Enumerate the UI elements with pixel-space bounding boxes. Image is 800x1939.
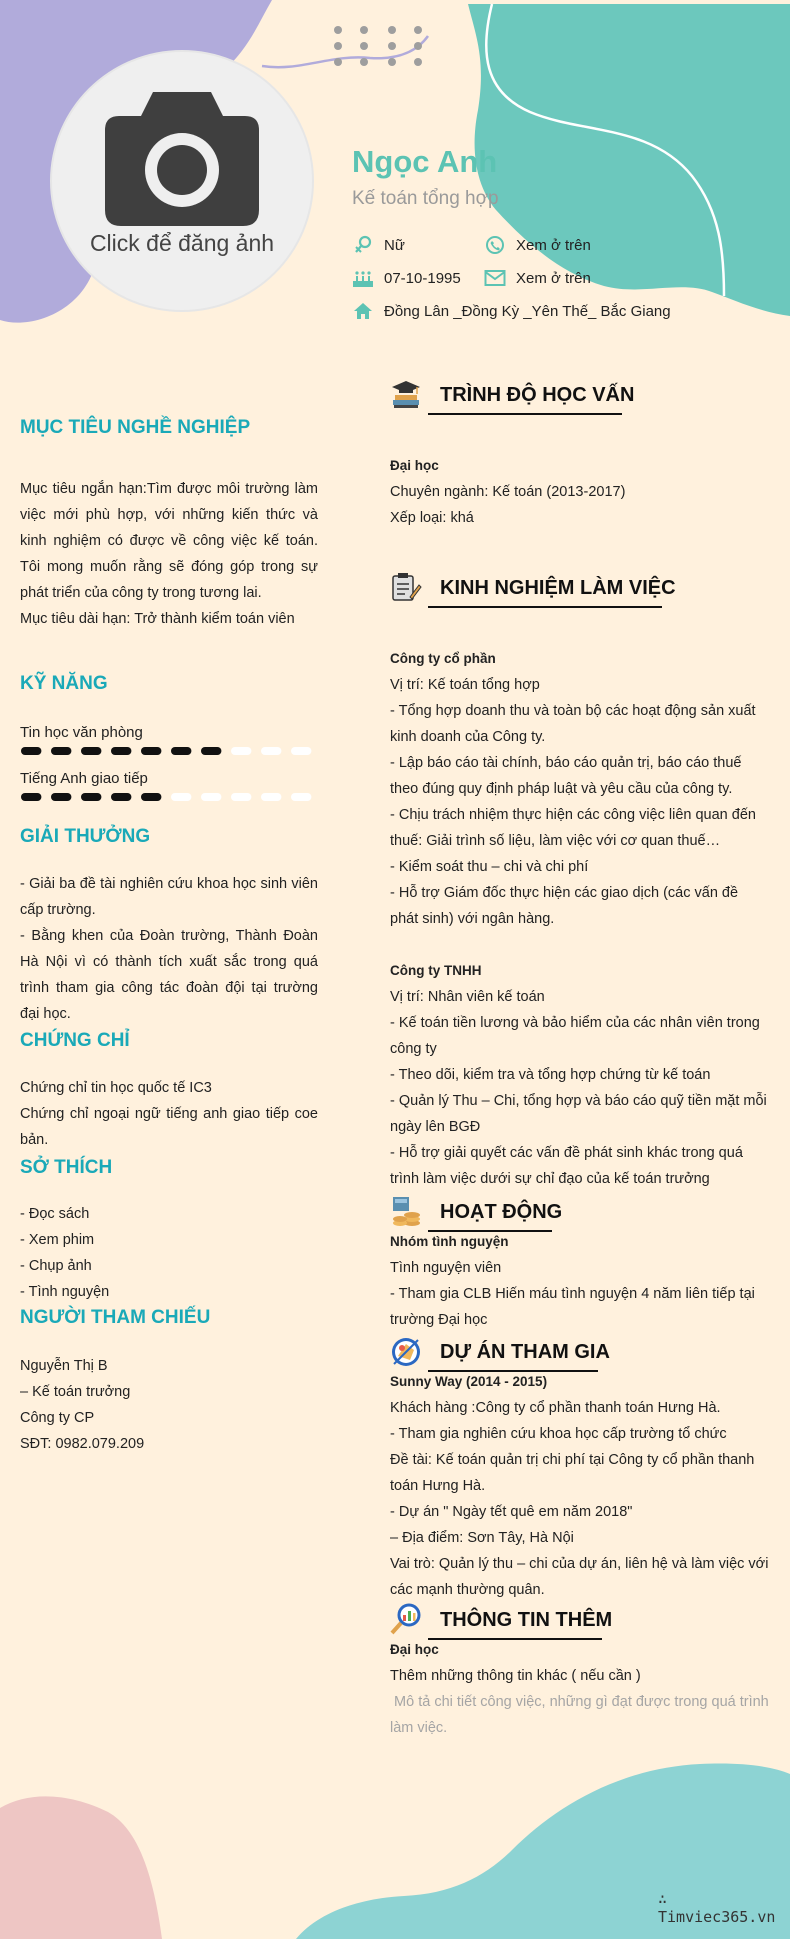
skill-segment-empty (201, 793, 221, 801)
reference-line: Nguyễn Thị B (20, 1358, 108, 1374)
award-item: - Giải ba đề tài nghiên cứu khoa học sinh viên cấp trường. (20, 876, 318, 918)
activity-line: Tình nguyện viên (390, 1260, 502, 1276)
skill-segment-empty (171, 793, 191, 801)
certificates-text (20, 1075, 318, 1153)
clipboard-icon (390, 571, 422, 603)
activities-heading: HOẠT ĐỘNG (440, 1201, 563, 1223)
hobby-item: - Đọc sách (20, 1206, 90, 1222)
hobby-item: - Chụp ảnh (20, 1258, 92, 1274)
projects-text (390, 1369, 770, 1603)
job-line: - Lập báo cáo tài chính, báo cáo quản trị, báo cáo thuế theo đúng quy định pháp luật và yêu cầu của công ty. (390, 755, 742, 797)
awards-heading: GIẢI THƯỞNG (20, 826, 151, 847)
company-name: Công ty TNHH (390, 963, 482, 978)
birthday-cake-icon (352, 268, 374, 288)
certificates-heading: CHỨNG CHỈ (20, 1030, 130, 1051)
activities-text (390, 1229, 770, 1333)
skill-bar (20, 792, 320, 802)
activity-line: - Tham gia CLB Hiến máu tình nguyện 4 năm liên tiếp tại trường Đại học (390, 1286, 755, 1328)
site-watermark: ∴ Timviec365.vn (658, 1890, 776, 1926)
reference-line: SĐT: 0982.079.209 (20, 1436, 145, 1452)
skill-segment-filled (21, 747, 41, 755)
job-line: - Theo dõi, kiểm tra và tổng hợp chứng từ kế toán (390, 1067, 711, 1083)
company-name: Công ty cổ phần (390, 651, 496, 666)
skill-segment-empty (291, 793, 311, 801)
skill-segment-filled (201, 747, 221, 755)
certificate-item: Chứng chỉ ngoại ngữ tiếng anh giao tiếp coe bản. (20, 1106, 318, 1148)
skill-segment-empty (231, 793, 251, 801)
skill-label: Tiếng Anh giao tiếp (20, 770, 148, 787)
experience-underline (428, 606, 662, 608)
certificate-item: Chứng chỉ tin học quốc tế IC3 (20, 1080, 212, 1096)
spacer (390, 932, 770, 958)
job-line: Vị trí: Kế toán tổng hợp (390, 677, 540, 693)
job-line: - Kiểm soát thu – chi và chi phí (390, 859, 589, 875)
project-line: Đề tài: Kế toán quản trị chi phí tại Công ty cổ phần thanh toán Hưng Hà. (390, 1452, 755, 1494)
extra-info-text (390, 1637, 773, 1741)
address-value: Đồng Lân _Đồng Kỳ _Yên Thế_ Bắc Giang (384, 302, 671, 320)
skill-segment-empty (291, 747, 311, 755)
skills-heading: KỸ NĂNG (20, 673, 108, 694)
experience-heading: KINH NGHIỆM LÀM VIỆC (440, 577, 676, 599)
school-name: Đại học (390, 458, 439, 473)
awards-text (20, 871, 318, 1027)
reference-line: – Kế toán trưởng (20, 1384, 131, 1400)
organization-name: Nhóm tình nguyện (390, 1234, 509, 1249)
phone-value: Xem ở trên (516, 236, 591, 254)
career-goal-text (20, 476, 318, 632)
birthday-value: 07-10-1995 (384, 269, 461, 287)
project-line: - Dự án " Ngày tết quê em năm 2018" (390, 1504, 633, 1520)
education-line: Xếp loại: khá (390, 510, 474, 526)
project-line: Khách hàng :Công ty cổ phần thanh toán Hưng Hà. (390, 1400, 721, 1416)
project-globe-icon (390, 1336, 422, 1368)
extra-info-line: Thêm những thông tin khác ( nếu cần ) (390, 1668, 641, 1684)
job-line: - Quản lý Thu – Chi, tổng hợp và báo cáo quỹ tiền mặt mỗi ngày lên BGĐ (390, 1093, 767, 1135)
gender-value: Nữ (384, 236, 405, 254)
phone-icon (484, 235, 506, 255)
career-goal-heading: MỤC TIÊU NGHỀ NGHIỆP (20, 417, 251, 438)
long-term-goal: Mục tiêu dài hạn: Trở thành kiểm toán viên (20, 611, 295, 627)
job-line: Vị trí: Nhân viên kế toán (390, 989, 545, 1005)
skill-segment-filled (111, 793, 131, 801)
job-title: Kế toán tổng hợp (352, 188, 499, 209)
skill-segment-empty (231, 747, 251, 755)
job-line: - Hỗ trợ Giám đốc thực hiện các giao dịch (các vấn đề phát sinh) với ngân hàng. (390, 885, 739, 927)
extra-info-heading: THÔNG TIN THÊM (440, 1609, 613, 1631)
skill-segment-filled (51, 793, 71, 801)
project-name: Sunny Way (2014 - 2015) (390, 1374, 548, 1389)
camera-icon (105, 90, 259, 226)
award-item: - Bằng khen của Đoàn trường, Thành Đoàn Hà Nội vì có thành tích xuất sắc trong quá trình tham gia công tác đoàn đội tại trường đại học. (20, 928, 318, 1022)
skill-segment-filled (141, 747, 161, 755)
education-heading: TRÌNH ĐỘ HỌC VẤN (440, 384, 635, 406)
photo-upload-label: Click để đăng ảnh (89, 230, 275, 256)
skill-segment-empty (261, 793, 281, 801)
gender-row (352, 235, 405, 255)
education-underline (428, 413, 622, 415)
reference-line: Công ty CP (20, 1410, 95, 1426)
extra-info-placeholder[interactable]: Mô tả chi tiết công việc, những gì đạt được trong quá trình làm việc. (390, 1694, 773, 1736)
skill-segment-empty (261, 747, 281, 755)
skill-segment-filled (81, 747, 101, 755)
skill-segment-filled (171, 747, 191, 755)
skill-segment-filled (141, 793, 161, 801)
project-line: - Tham gia nghiên cứu khoa học cấp trường tổ chức (390, 1426, 727, 1442)
photo-upload[interactable] (52, 52, 312, 310)
skill-segment-filled (111, 747, 131, 755)
candidate-name: Ngọc Anh (352, 144, 498, 179)
project-line: Vai trò: Quản lý thu – chi của dự án, liên hệ và làm việc với các mạnh thường quân. (390, 1556, 769, 1598)
job-line: - Chịu trách nhiệm thực hiện các công việc liên quan đến thuế: Giải trình số liệu, làm việc với cơ quan thuế… (390, 807, 756, 849)
envelope-icon (484, 268, 506, 288)
phone-row (484, 235, 591, 255)
birthday-row (352, 268, 461, 288)
job-line: - Kế toán tiền lương và bảo hiểm của các nhân viên trong công ty (390, 1015, 760, 1057)
skill-segment-filled (81, 793, 101, 801)
hobby-item: - Xem phim (20, 1232, 95, 1248)
hobbies-text (20, 1201, 318, 1305)
hobbies-heading: SỞ THÍCH (20, 1157, 113, 1178)
email-row (484, 268, 591, 288)
education-line: Chuyên ngành: Kế toán (2013-2017) (390, 484, 626, 500)
references-text (20, 1353, 318, 1457)
project-line: – Địa điểm: Sơn Tây, Hà Nội (390, 1530, 574, 1546)
job-line: - Tổng hợp doanh thu và toàn bộ các hoạt động sản xuất kinh doanh của Công ty. (390, 703, 756, 745)
experience-text (390, 646, 770, 1192)
extra-info-title: Đại học (390, 1642, 439, 1657)
coins-icon (390, 1195, 422, 1227)
graduation-cap-icon (390, 378, 422, 410)
skill-segment-filled (21, 793, 41, 801)
skill-segment-filled (51, 747, 71, 755)
magnifier-chart-icon (390, 1603, 422, 1635)
gender-icon (352, 235, 374, 255)
skill-bar (20, 746, 320, 756)
email-value: Xem ở trên (516, 269, 591, 287)
short-term-goal: Mục tiêu ngắn hạn:Tìm được môi trường làm việc mới phù hợp, với những kiến thức và kinh nghiệm có được về công việc kế toán. Tôi mong muốn rằng sẽ đóng góp trong sự phát triển của công ty trong tương lai. (20, 481, 318, 601)
address-row (352, 301, 671, 321)
hobby-item: - Tình nguyện (20, 1284, 110, 1300)
home-icon (352, 301, 374, 321)
projects-heading: DỰ ÁN THAM GIA (440, 1341, 610, 1363)
job-line: - Hỗ trợ giải quyết các vấn đề phát sinh khác trong quá trình làm việc dưới sự chỉ đạo của kế toán trưởng (390, 1145, 743, 1187)
references-heading: NGƯỜI THAM CHIẾU (20, 1307, 211, 1328)
education-text (390, 453, 770, 531)
skill-label: Tin học văn phòng (20, 724, 143, 741)
